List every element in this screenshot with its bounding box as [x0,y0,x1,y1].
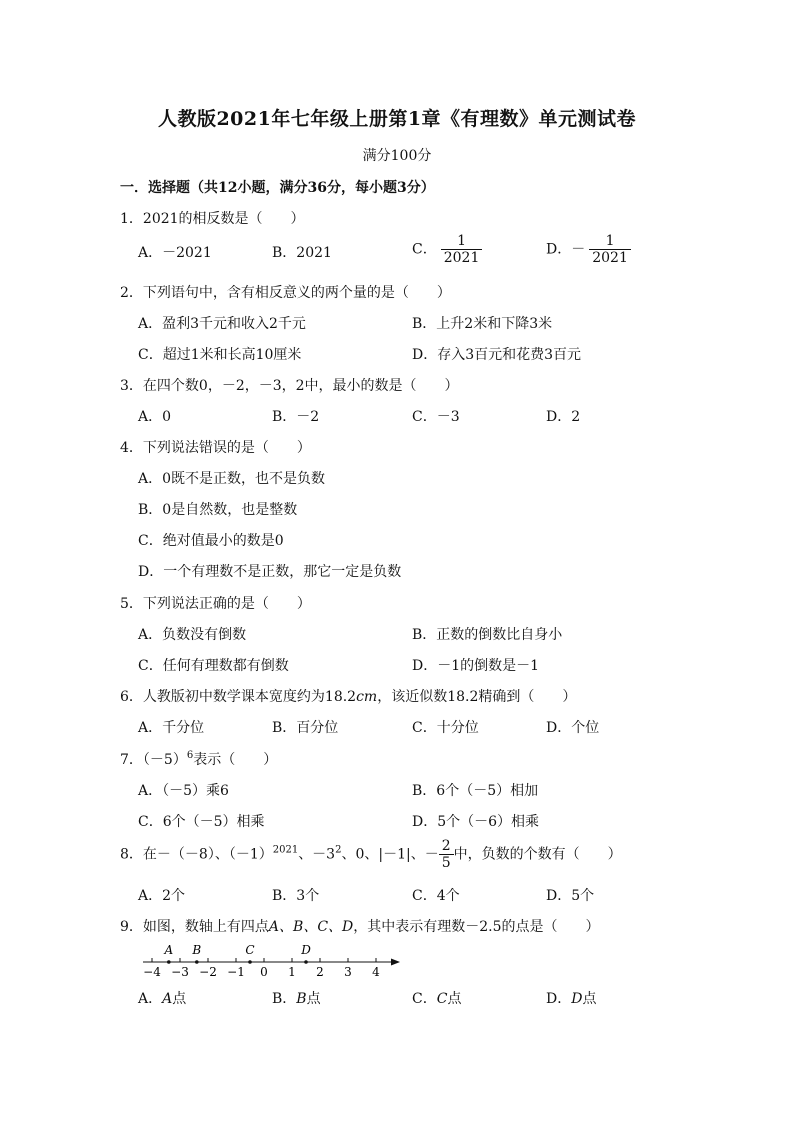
number-line-point [167,960,171,964]
number-line-point-label: B [192,943,202,957]
question-2-stem: 2．下列语句中，含有相反意义的两个量的是（ ） [120,285,451,301]
q7-option-a: A．（－5）乘6 [138,783,229,799]
q1-option-a: A．－2021 [138,245,212,261]
q6-option-d: D．个位 [546,720,600,736]
q5-option-c: C．任何有理数都有倒数 [138,658,289,674]
q8-option-a: A．2个 [138,888,186,904]
q4-option-c: C．绝对值最小的数是0 [138,533,284,549]
number-line-tick-label: 3 [344,965,352,979]
number-line-tick-label: 0 [260,965,268,979]
q2-option-b: B．上升2米和下降3米 [412,316,553,332]
question-3-stem: 3．在四个数0，－2，－3，2中，最小的数是（ ） [120,378,459,394]
q1-option-c: C． $\frac{1}{2021}$ [412,233,482,266]
q2-option-d: D．存入3百元和花费3百元 [412,347,582,363]
number-line-tick-label: −4 [143,965,161,979]
q5-option-a: A．负数没有倒数 [138,627,247,643]
q6-option-b: B．百分位 [272,720,339,736]
number-line-arrow-icon [391,959,400,966]
question-6-stem: 6．人教版初中数学课本宽度约为18.2cm，该近似数18.2精确到（ ） [120,689,577,705]
q8-option-d: D．5个 [546,888,595,904]
number-line-point-label: C [245,943,255,957]
q5-option-d: D．－1的倒数是－1 [412,658,540,674]
q2-option-a: A．盈利3千元和收入2千元 [138,316,306,332]
q3-option-c: C．－3 [412,409,460,425]
number-line-tick-label: 1 [288,965,296,979]
q3-option-b: B．－2 [272,409,320,425]
question-7-stem: 7．$(-5)^6$表示（ ） [120,750,278,768]
q7-option-b: B．6个（－5）相加 [412,783,539,799]
q6-option-c: C．十分位 [412,720,479,736]
q3-option-d: D．2 [546,409,581,425]
q2-option-c: C．超过1米和长高10厘米 [138,347,302,363]
q8-fraction: $\frac{2}{5}$ [439,838,454,871]
q7-option-c: C．6个（－5）相乘 [138,814,265,830]
question-4-stem: 4．下列说法错误的是（ ） [120,440,311,456]
q3-option-a: A．0 [138,409,172,425]
number-line-tick-label: −2 [199,965,217,979]
q9-option-c: C．C点 [412,991,462,1007]
number-line-point [304,960,308,964]
number-line-tick-label: 4 [372,965,380,979]
q9-option-b: B．B点 [272,991,321,1007]
question-1-stem: 1．2021的相反数是（ ） [120,211,305,227]
page-subtitle: 满分100分 [362,148,432,164]
q1-d-fraction: $\frac{1}{2021}$ [589,233,631,266]
q4-option-a: A．0既不是正数，也不是负数 [138,471,326,487]
q5-option-b: B．正数的倒数比自身小 [412,627,563,643]
number-line-figure [138,938,408,980]
q8-option-c: C．4个 [412,888,460,904]
number-line-point [248,960,252,964]
q1-option-d: D．－ $\frac{1}{2021}$ [546,233,631,266]
number-line-point-label: A [164,943,174,957]
q9-option-d: D．D点 [546,991,597,1007]
number-line-tick-label: 2 [316,965,324,979]
number-line-tick-label: −3 [171,965,189,979]
section-heading: 一．选择题（共12小题，满分36分，每小题3分） [120,180,435,196]
number-line-point-label: D [301,943,311,957]
number-line-point [195,960,199,964]
q1-c-fraction: $\frac{1}{2021}$ [441,233,483,266]
q9-option-a: A．A点 [138,991,187,1007]
q7-option-d: D．5个（－6）相乘 [412,814,540,830]
q4-option-b: B．0是自然数，也是整数 [138,502,298,518]
q1-option-b: B．2021 [272,245,332,261]
q6-option-a: A．千分位 [138,720,205,736]
q8-option-b: B．3个 [272,888,320,904]
page-title: 人教版2021年七年级上册第1章《有理数》单元测试卷 [157,108,637,130]
number-line-tick-label: −1 [227,965,245,979]
q4-option-d: D．一个有理数不是正数，那它一定是负数 [138,564,402,580]
question-9-stem: 9．如图，数轴上有四点A、B、C、D，其中表示有理数－2.5的点是（ ） [120,919,600,935]
question-8-stem: 8．在－（－8）、$(-1)^{2021}$、$-3^2$、0、|－1|、－ $\frac{2}{5}$ 中，负数的个数有（ ） [120,838,622,872]
question-5-stem: 5．下列说法正确的是（ ） [120,596,311,612]
